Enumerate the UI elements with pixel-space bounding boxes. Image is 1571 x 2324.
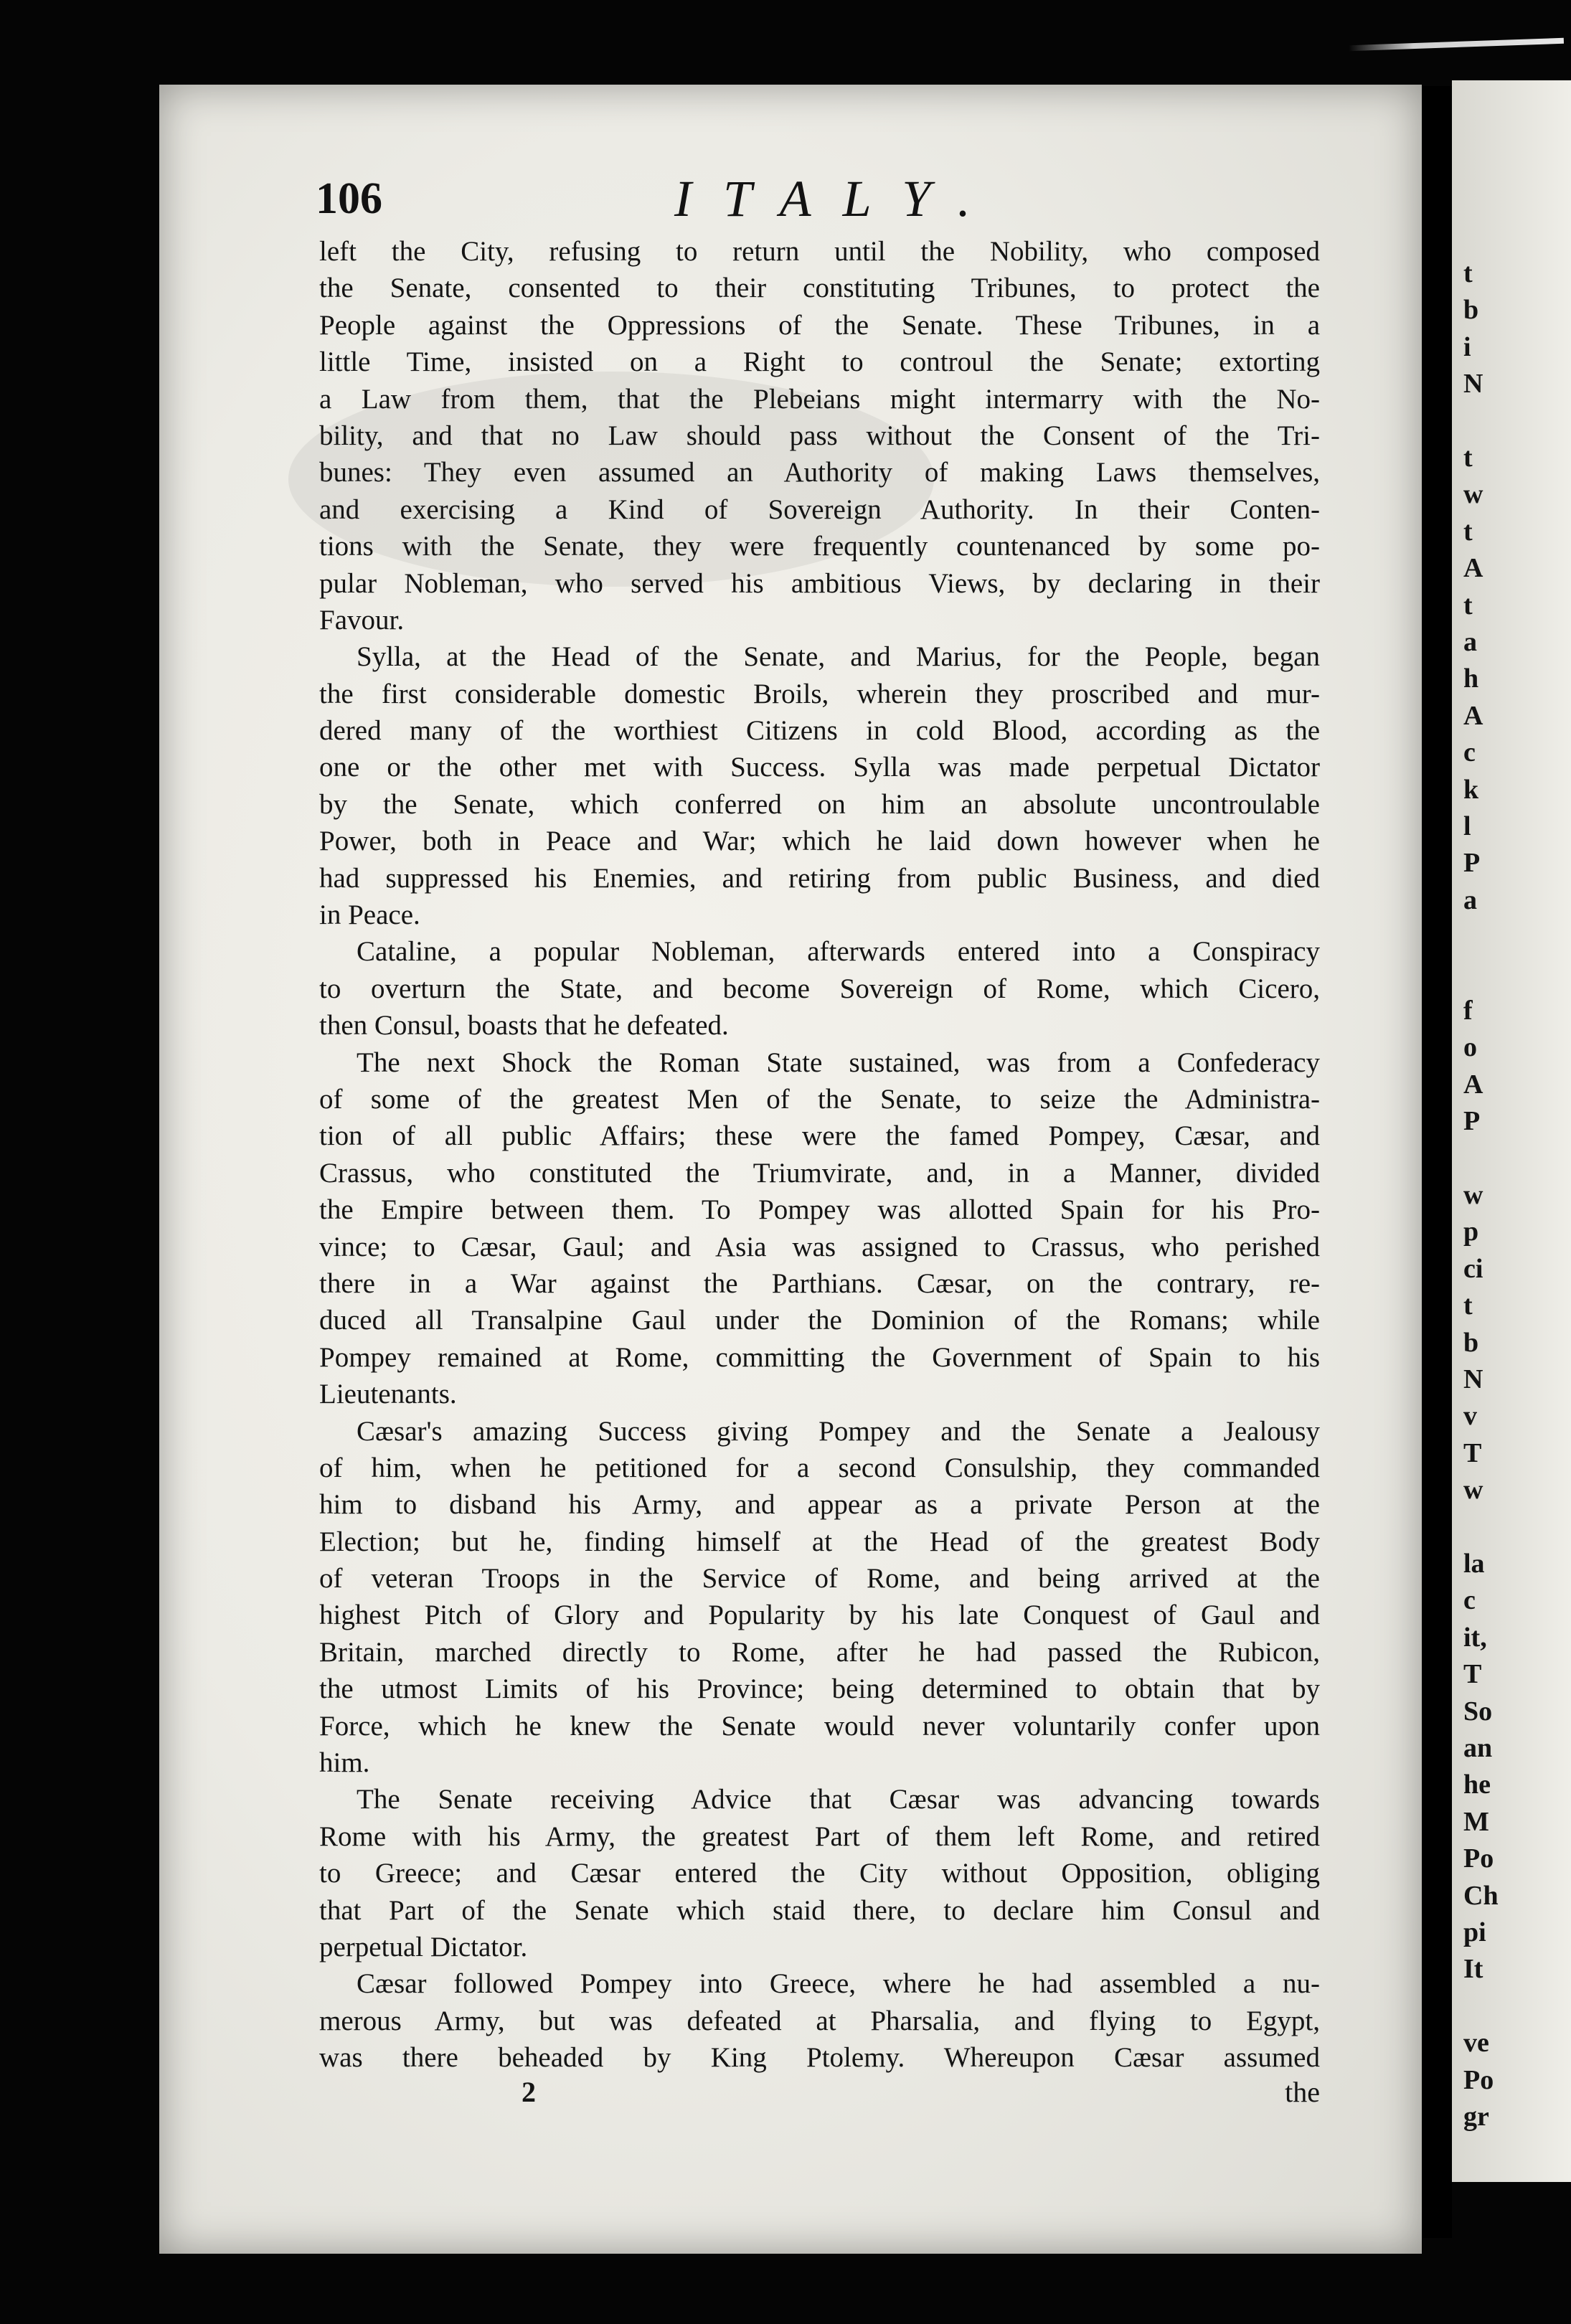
facing-page-fragment: T bbox=[1463, 1437, 1482, 1468]
text-line: merous Army, but was defeated at Pharsalia, and flying to Egypt, bbox=[319, 2005, 1320, 2036]
text-line: little Time, insisted on a Right to controul the Senate; extorting bbox=[319, 346, 1320, 378]
text-line: was there beheaded by King Ptolemy. Whereupon Cæsar assumed bbox=[319, 2042, 1320, 2074]
text-line: that Part of the Senate which staid there, to declare him Consul and bbox=[319, 1894, 1320, 1926]
text-line: Favour. bbox=[319, 604, 405, 636]
facing-page-fragment: b bbox=[1463, 1327, 1479, 1358]
body-text bbox=[319, 233, 1320, 2077]
facing-page-fragment: ci bbox=[1463, 1253, 1483, 1284]
text-line: to overturn the State, and become Sovereign of Rome, which Cicero, bbox=[319, 973, 1320, 1004]
text-line: Pompey remained at Rome, committing the Government of Spain to his bbox=[319, 1341, 1320, 1373]
facing-page-fragment: b bbox=[1463, 295, 1479, 326]
facing-page-fragment: t bbox=[1463, 443, 1473, 473]
text-line: of him, when he petitioned for a second Consulship, they commanded bbox=[319, 1452, 1320, 1483]
facing-page-fragment: p bbox=[1463, 1217, 1479, 1247]
text-line: pular Nobleman, who served his ambitious Views, by declaring in their bbox=[319, 567, 1320, 599]
text-line: bunes: They even assumed an Authority of making Laws themselves, bbox=[319, 457, 1320, 488]
text-line: Power, both in Peace and War; which he laid down however when he bbox=[319, 826, 1320, 857]
running-title: ITALY. bbox=[674, 170, 1002, 227]
text-line: had suppressed his Enemies, and retiring from public Business, and died bbox=[319, 862, 1320, 894]
text-line: the utmost Limits of his Province; being determined to obtain that by bbox=[319, 1673, 1320, 1705]
catchword: the bbox=[1285, 2076, 1320, 2108]
facing-page-fragment: o bbox=[1463, 1032, 1477, 1063]
facing-page-fragment: P bbox=[1463, 848, 1481, 879]
facing-page-fragment: w bbox=[1463, 479, 1483, 510]
text-line: Lieutenants. bbox=[319, 1379, 457, 1410]
text-line: perpetual Dictator. bbox=[319, 1931, 528, 1962]
text-line: Rome with his Army, the greatest Part of them left Rome, and retired bbox=[319, 1820, 1320, 1852]
page-header bbox=[316, 169, 1392, 234]
text-line: there in a War against the Parthians. Cæsar, on the contrary, re- bbox=[319, 1267, 1320, 1299]
facing-page-fragment: t bbox=[1463, 590, 1473, 620]
text-line: vince; to Cæsar, Gaul; and Asia was assigned to Crassus, who perished bbox=[319, 1231, 1320, 1262]
facing-page-fragment: gr bbox=[1463, 2102, 1489, 2132]
facing-page-fragment: t bbox=[1463, 258, 1473, 288]
text-line: Election; but he, finding himself at the Head of the greatest Body bbox=[319, 1526, 1320, 1557]
facing-page-fragment: N bbox=[1463, 369, 1483, 400]
text-line: Force, which he knew the Senate would never voluntarily confer upon bbox=[319, 1710, 1320, 1742]
text-line: of veteran Troops in the Service of Rome, and being arrived at the bbox=[319, 1563, 1320, 1595]
facing-page-fragment: pi bbox=[1463, 1917, 1486, 1947]
text-line: the first considerable domestic Broils, wherein they proscribed and mur- bbox=[319, 678, 1320, 709]
facing-page-fragment: l bbox=[1463, 811, 1471, 841]
text-line: highest Pitch of Glory and Popularity by his late Conquest of Gaul and bbox=[319, 1600, 1320, 1631]
book-gutter bbox=[1422, 86, 1452, 2238]
facing-page-fragment: A bbox=[1463, 700, 1483, 731]
text-line: by the Senate, which conferred on him an absolute uncontroulable bbox=[319, 788, 1320, 820]
text-line: Crassus, who constituted the Triumvirate, and, in a Manner, divided bbox=[319, 1157, 1320, 1189]
text-line: duced all Transalpine Gaul under the Dominion of the Romans; while bbox=[319, 1305, 1320, 1336]
text-line: The next Shock the Roman State sustained, was from a Confederacy bbox=[357, 1047, 1320, 1078]
text-line: the Empire between them. To Pompey was allotted Spain for his Pro- bbox=[319, 1194, 1320, 1226]
text-line: tion of all public Affairs; these were the famed Pompey, Cæsar, and bbox=[319, 1120, 1320, 1152]
facing-page-fragment: So bbox=[1463, 1696, 1493, 1727]
facing-page-fragment: la bbox=[1463, 1549, 1485, 1579]
text-line: The Senate receiving Advice that Cæsar was advancing towards bbox=[357, 1784, 1320, 1815]
text-line: a Law from them, that the Plebeians might intermarry with the No- bbox=[319, 383, 1320, 415]
text-line: tions with the Senate, they were frequently countenanced by some po- bbox=[319, 531, 1320, 562]
facing-page-fragment: t bbox=[1463, 516, 1473, 547]
text-line: him. bbox=[319, 1747, 370, 1779]
facing-page-fragment: a bbox=[1463, 884, 1477, 915]
text-line: dered many of the worthiest Citizens in cold Blood, according as the bbox=[319, 715, 1320, 747]
page-number: 106 bbox=[316, 174, 382, 223]
text-line: Cataline, a popular Nobleman, afterwards entered into a Conspiracy bbox=[357, 936, 1320, 968]
text-line: then Consul, boasts that he defeated. bbox=[319, 1010, 729, 1041]
text-line: in Peace. bbox=[319, 899, 420, 931]
text-line: Cæsar's amazing Success giving Pompey and the Senate a Jealousy bbox=[357, 1415, 1320, 1447]
facing-page-fragment: Ch bbox=[1463, 1880, 1499, 1911]
facing-page-fragment: Po bbox=[1463, 2064, 1494, 2095]
text-line: the Senate, consented to their constituting Tribunes, to protect the bbox=[319, 273, 1320, 304]
text-line: of some of the greatest Men of the Senate, to seize the Administra- bbox=[319, 1083, 1320, 1115]
facing-page-fragment: a bbox=[1463, 627, 1477, 657]
facing-page-fragment: an bbox=[1463, 1733, 1493, 1763]
facing-page-fragment: w bbox=[1463, 1475, 1483, 1506]
facing-page-fragment: A bbox=[1463, 553, 1483, 584]
facing-page-fragment: M bbox=[1463, 1806, 1489, 1837]
text-line: him to disband his Army, and appear as a private Person at the bbox=[319, 1489, 1320, 1521]
facing-page-fragment: i bbox=[1463, 331, 1471, 362]
text-line: to Greece; and Cæsar entered the City without Opposition, obliging bbox=[319, 1858, 1320, 1889]
text-line: Cæsar followed Pompey into Greece, where he had assembled a nu- bbox=[357, 1968, 1320, 2000]
facing-page-fragment: A bbox=[1463, 1069, 1483, 1100]
facing-page-fragment: ve bbox=[1463, 2028, 1489, 2059]
text-line: bility, and that no Law should pass without the Consent of the Tri- bbox=[319, 420, 1320, 451]
facing-page-fragment: it, bbox=[1463, 1622, 1487, 1653]
facing-page bbox=[1452, 80, 1571, 2182]
facing-page-fragment: P bbox=[1463, 1106, 1481, 1137]
facing-page-fragment: t bbox=[1463, 1290, 1473, 1321]
facing-page-fragment: w bbox=[1463, 1180, 1483, 1210]
facing-page-fragment: T bbox=[1463, 1659, 1482, 1690]
facing-page-fragment: k bbox=[1463, 774, 1479, 805]
text-line: Sylla, at the Head of the Senate, and Marius, for the People, began bbox=[357, 641, 1320, 673]
facing-page-fragment: c bbox=[1463, 1585, 1476, 1616]
text-line: People against the Oppressions of the Senate. These Tribunes, in a bbox=[319, 309, 1320, 341]
facing-page-fragment: N bbox=[1463, 1364, 1483, 1394]
text-line: Britain, marched directly to Rome, after he had passed the Rubicon, bbox=[319, 1636, 1320, 1668]
facing-page-fragment: f bbox=[1463, 996, 1473, 1026]
facing-page-fragment: Po bbox=[1463, 1843, 1494, 1874]
text-line: and exercising a Kind of Sovereign Authority. In their Conten- bbox=[319, 493, 1320, 525]
facing-page-fragment: v bbox=[1463, 1401, 1477, 1432]
text-line: left the City, refusing to return until the Nobility, who composed bbox=[319, 236, 1320, 267]
facing-page-fragment: It bbox=[1463, 1954, 1483, 1985]
facing-page-fragment: c bbox=[1463, 737, 1476, 768]
text-line: one or the other met with Success. Sylla was made perpetual Dictator bbox=[319, 752, 1320, 783]
facing-page-fragment: he bbox=[1463, 1770, 1491, 1800]
signature-mark: 2 bbox=[522, 2076, 536, 2108]
facing-page-fragment: h bbox=[1463, 663, 1479, 694]
page-footer bbox=[319, 2075, 1320, 2118]
